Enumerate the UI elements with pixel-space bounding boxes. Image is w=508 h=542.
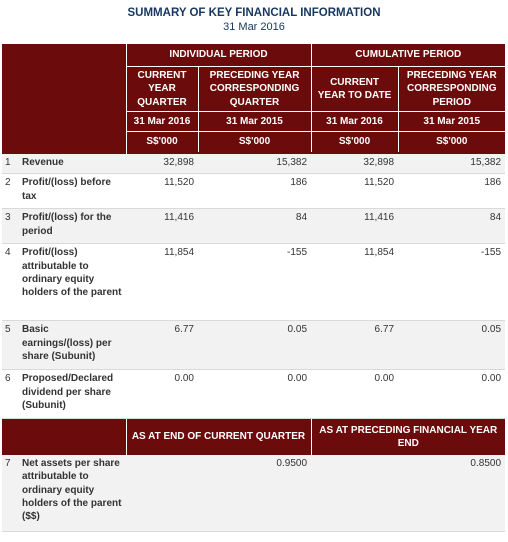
asat-current-quarter-header: AS AT END OF CURRENT QUARTER — [126, 419, 311, 455]
cell-value: 0.00 — [126, 370, 198, 419]
cell-value: 186 — [398, 174, 505, 209]
report-date: 31 Mar 2016 — [223, 21, 285, 33]
cell-value: 11,854 — [126, 244, 198, 321]
cell-value: 32,898 — [126, 154, 198, 174]
cell-value: 15,382 — [398, 154, 505, 174]
table-row — [2, 370, 505, 419]
col-unit: S$'000 — [198, 132, 311, 152]
col-heading: CURRENT YEAR TO DATE — [311, 67, 398, 112]
cell-value: 84 — [398, 209, 505, 244]
col-date: 31 Mar 2016 — [126, 112, 198, 132]
cell-value: 11,416 — [126, 209, 198, 244]
cell-value: 11,854 — [311, 244, 398, 321]
table-row — [2, 209, 505, 244]
row-label: Profit/(loss) before tax — [18, 174, 126, 209]
col-unit: S$'000 — [126, 132, 198, 152]
col-heading: PRECEDING YEAR CORRESPONDING PERIOD — [398, 67, 505, 112]
table-row — [2, 154, 505, 174]
row-number: 5 — [2, 321, 18, 370]
row-number: 7 — [2, 455, 18, 532]
report-header — [0, 0, 508, 32]
cell-value: 6.77 — [126, 321, 198, 370]
header-blank-cell — [2, 44, 126, 154]
col-date: 31 Mar 2016 — [311, 112, 398, 132]
cell-value: 0.9500 — [126, 455, 311, 532]
cell-value: 0.00 — [398, 370, 505, 419]
cell-value: 0.00 — [198, 370, 311, 419]
row-label: Profit/(loss) attributable to ordinary equity holders of the parent — [18, 244, 126, 321]
cell-value: -155 — [198, 244, 311, 321]
row-label: Revenue — [18, 154, 126, 174]
cell-value: -155 — [398, 244, 505, 321]
asat-header-blank — [2, 419, 126, 455]
table-row — [2, 321, 505, 370]
cell-value: 0.05 — [198, 321, 311, 370]
table-row — [2, 244, 505, 321]
row-number: 4 — [2, 244, 18, 321]
cell-value: 32,898 — [311, 154, 398, 174]
col-unit: S$'000 — [311, 132, 398, 152]
individual-period-header: INDIVIDUAL PERIOD — [126, 44, 311, 67]
col-date: 31 Mar 2015 — [398, 112, 505, 132]
cell-value: 6.77 — [311, 321, 398, 370]
cell-value: 0.00 — [311, 370, 398, 419]
col-heading: CURRENT YEAR QUARTER — [126, 67, 198, 112]
col-unit: S$'000 — [398, 132, 505, 152]
row-number: 3 — [2, 209, 18, 244]
col-date: 31 Mar 2015 — [198, 112, 311, 132]
cell-value: 0.8500 — [311, 455, 505, 532]
col-heading: PRECEDING YEAR CORRESPONDING QUARTER — [198, 67, 311, 112]
cell-value: 11,416 — [311, 209, 398, 244]
financial-summary-table — [2, 44, 505, 532]
cell-value: 186 — [198, 174, 311, 209]
row-number: 2 — [2, 174, 18, 209]
cell-value: 11,520 — [126, 174, 198, 209]
cumulative-period-header: CUMULATIVE PERIOD — [311, 44, 505, 67]
table-row — [2, 455, 505, 532]
row-label: Profit/(loss) for the period — [18, 209, 126, 244]
row-label: Proposed/Declared dividend per share (Subunit) — [18, 370, 126, 419]
row-number: 6 — [2, 370, 18, 419]
table-row — [2, 174, 505, 209]
asat-preceding-year-header: AS AT PRECEDING FINANCIAL YEAR END — [311, 419, 505, 455]
cell-value: 0.05 — [398, 321, 505, 370]
row-label: Basic earnings/(loss) per share (Subunit) — [18, 321, 126, 370]
row-label: Net assets per share attributable to ordinary equity holders of the parent ($$) — [18, 455, 126, 532]
cell-value: 84 — [198, 209, 311, 244]
row-number: 1 — [2, 154, 18, 174]
cell-value: 15,382 — [198, 154, 311, 174]
report-title: SUMMARY OF KEY FINANCIAL INFORMATION — [127, 7, 381, 19]
cell-value: 11,520 — [311, 174, 398, 209]
